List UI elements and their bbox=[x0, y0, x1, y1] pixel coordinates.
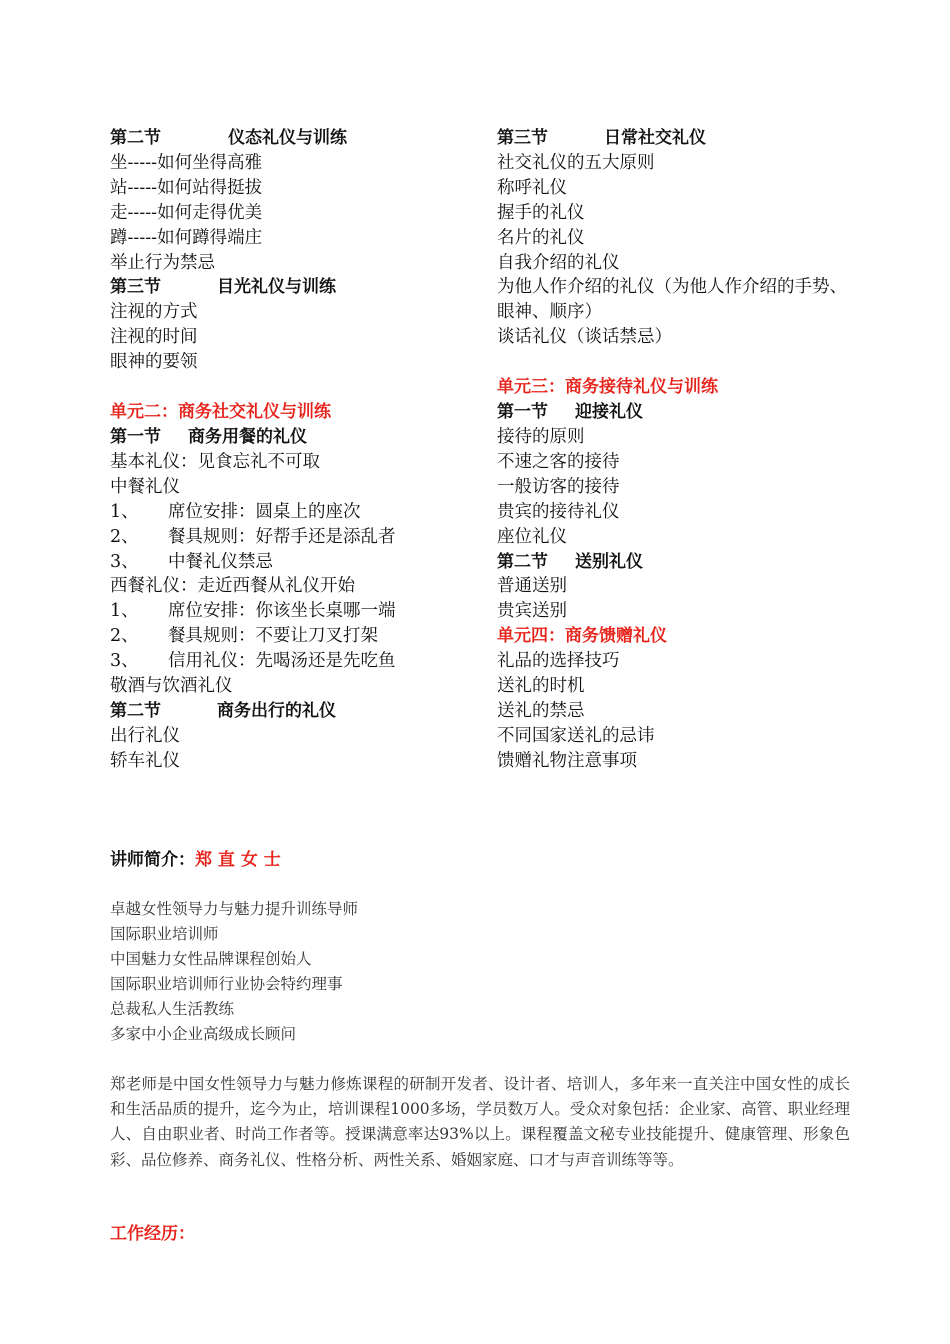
section-heading: 第一节 商务用餐的礼仪 bbox=[110, 426, 307, 447]
list-item: 社交礼仪的五大原则 bbox=[497, 152, 655, 173]
numbered-item: 2、 餐具规则：好帮手还是添乱者 bbox=[110, 526, 396, 547]
title-item: 多家中小企业高级成长顾问 bbox=[110, 1025, 297, 1043]
list-item: 馈赠礼物注意事项 bbox=[497, 750, 637, 771]
title-item: 国际职业培训师 bbox=[110, 925, 219, 943]
work-label: 工作经历： bbox=[110, 1224, 195, 1244]
list-item: 出行礼仪 bbox=[110, 725, 180, 746]
lecturer-heading bbox=[110, 848, 850, 873]
list-item: 握手的礼仪 bbox=[497, 202, 585, 223]
intro-label: 讲师简介： bbox=[110, 850, 195, 870]
list-item: 送礼的禁忌 bbox=[497, 700, 585, 721]
list-item: 坐-----如何坐得高雅 bbox=[110, 152, 263, 173]
list-item: 眼神的要领 bbox=[110, 352, 198, 373]
spacer bbox=[497, 350, 857, 375]
lecturer-titles bbox=[110, 897, 850, 1047]
list-item: 自我介绍的礼仪 bbox=[497, 252, 620, 273]
text-line: 敬酒与饮酒礼仪 bbox=[110, 676, 233, 697]
section-heading: 第三节 目光礼仪与训练 bbox=[110, 277, 336, 298]
list-item: 举止行为禁忌 bbox=[110, 252, 215, 273]
list-item: 一般访客的接待 bbox=[497, 476, 620, 497]
list-item: 贵宾的接待礼仪 bbox=[497, 501, 620, 522]
numbered-item: 1、 席位安排：你该坐长桌哪一端 bbox=[110, 601, 396, 622]
list-item: 为他人作介绍的礼仪（为他人作介绍的手势、眼神、顺序） bbox=[497, 277, 847, 323]
list-item: 普通送别 bbox=[497, 576, 567, 597]
list-item: 站-----如何站得挺拔 bbox=[110, 177, 263, 198]
unit-heading: 单元二：商务社交礼仪与训练 bbox=[110, 402, 331, 423]
section-heading: 第一节 迎接礼仪 bbox=[497, 402, 643, 423]
text-line: 中餐礼仪 bbox=[110, 476, 180, 497]
lecturer-name: 郑 直 女 士 bbox=[195, 850, 281, 870]
list-item: 送礼的时机 bbox=[497, 676, 585, 697]
text-line: 基本礼仪：见食忘礼不可取 bbox=[110, 451, 320, 472]
numbered-item: 3、 信用礼仪：先喝汤还是先吃鱼 bbox=[110, 651, 396, 672]
text-line: 西餐礼仪：走近西餐从礼仪开始 bbox=[110, 576, 355, 597]
list-item: 称呼礼仪 bbox=[497, 177, 567, 198]
section-heading: 第二节 商务出行的礼仪 bbox=[110, 700, 336, 721]
list-item: 注视的方式 bbox=[110, 302, 198, 323]
title-item: 总裁私人生活教练 bbox=[110, 1000, 235, 1018]
list-item: 名片的礼仪 bbox=[497, 227, 585, 248]
list-item: 注视的时间 bbox=[110, 327, 198, 348]
numbered-item: 1、 席位安排：圆桌上的座次 bbox=[110, 501, 361, 522]
spacer bbox=[110, 375, 480, 400]
list-item: 谈话礼仪（谈话禁忌） bbox=[497, 327, 672, 348]
numbered-item: 3、 中餐礼仪禁忌 bbox=[110, 551, 273, 572]
list-item: 轿车礼仪 bbox=[110, 750, 180, 771]
section-heading: 第三节 日常社交礼仪 bbox=[497, 128, 706, 148]
list-item: 接待的原则 bbox=[497, 426, 585, 447]
numbered-item: 2、 餐具规则：不要让刀叉打架 bbox=[110, 626, 378, 647]
list-item: 走-----如何走得优美 bbox=[110, 202, 263, 223]
list-item: 不速之客的接待 bbox=[497, 451, 620, 472]
section-heading: 第二节 送别礼仪 bbox=[497, 551, 643, 572]
work-heading bbox=[110, 1222, 850, 1247]
title-item: 国际职业培训师行业协会特约理事 bbox=[110, 975, 343, 993]
title-item: 中国魅力女性品牌课程创始人 bbox=[110, 950, 312, 968]
unit-heading: 单元三：商务接待礼仪与训练 bbox=[497, 377, 718, 398]
title-item: 卓越女性领导力与魅力提升训练导师 bbox=[110, 900, 359, 918]
list-item: 蹲-----如何蹲得端庄 bbox=[110, 227, 263, 248]
list-item: 礼品的选择技巧 bbox=[497, 651, 620, 672]
list-item: 贵宾送别 bbox=[497, 601, 567, 622]
bio-paragraph: 郑老师是中国女性领导力与魅力修炼课程的研制开发者、设计者、培训人，多年来一直关注中国女性的成长和生活品质的提升，迄今为止，培训课程1000多场，学员数万人。受众对象包括：企业家、高管、职业经理人、自由职业者、时尚工作者等。授课满意率达93%以上。课程覆盖文秘专业技能提升、健康管理、形象色彩、品位修养、商务礼仪、性格分析、两性关系、婚姻家庭、口才与声音训练等等。 bbox=[110, 1075, 850, 1169]
list-item: 座位礼仪 bbox=[497, 526, 567, 547]
lecturer-paragraph bbox=[110, 1072, 850, 1173]
right-column bbox=[497, 126, 857, 774]
section-heading: 第二节 仪态礼仪与训练 bbox=[110, 128, 347, 148]
unit-heading: 单元四：商务馈赠礼仪 bbox=[497, 626, 667, 647]
list-item: 不同国家送礼的忌讳 bbox=[497, 725, 655, 746]
left-column bbox=[110, 126, 480, 774]
